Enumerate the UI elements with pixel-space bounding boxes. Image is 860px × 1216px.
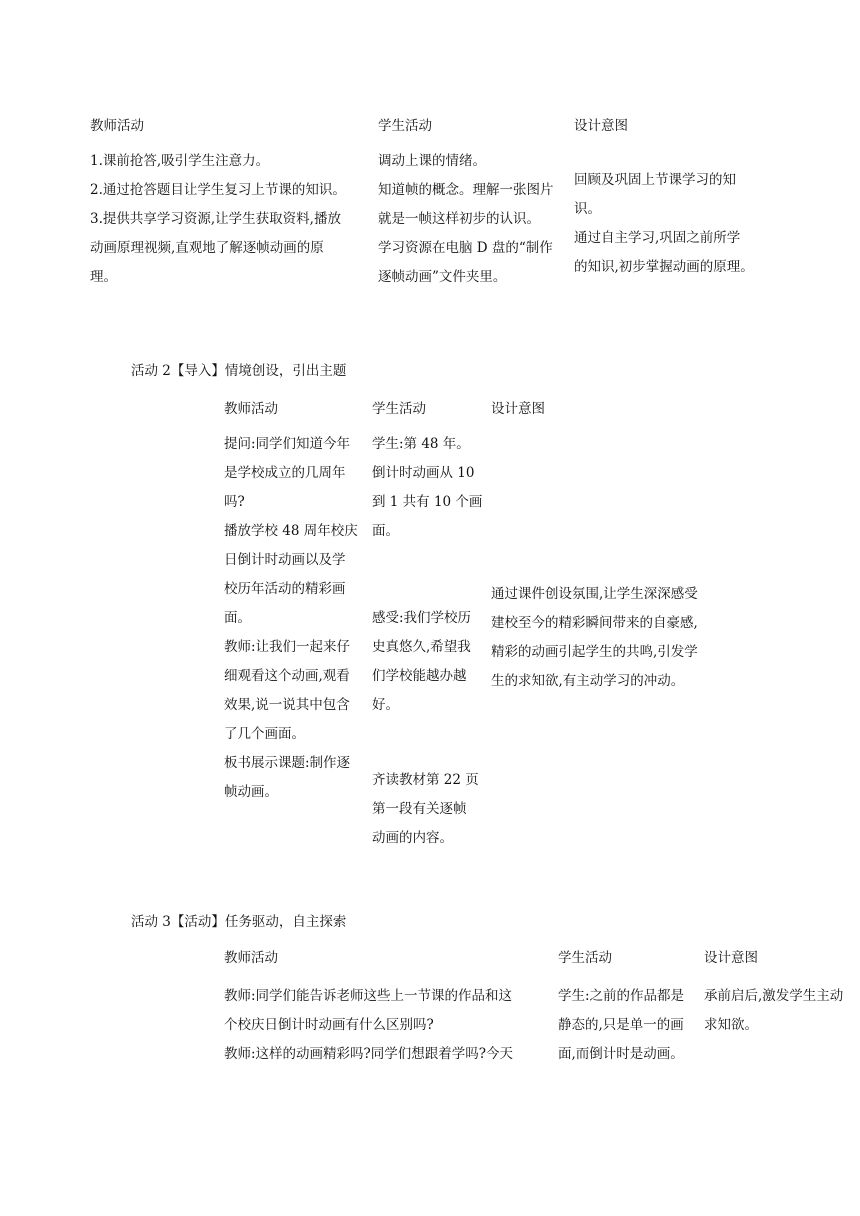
teacher-line: 教师:让我们一起来仔 bbox=[224, 639, 351, 655]
student-line: 逐帧动画”文件夹里。 bbox=[378, 269, 507, 285]
activity2-heading: 活动 2【导入】情境创设，引出主题 bbox=[131, 363, 347, 379]
activity3-teacher-column bbox=[224, 982, 513, 1069]
activity3-heading: 活动 3【活动】任务驱动，自主探索 bbox=[131, 914, 347, 930]
student-line: 动画的内容。 bbox=[372, 830, 453, 846]
teacher-line: 提问:同学们知道今年 bbox=[224, 436, 351, 452]
teacher-line: 细观看这个动画,观看 bbox=[224, 668, 350, 684]
teacher-line: 效果,说一说其中包含 bbox=[224, 697, 350, 713]
student-line: 们学校能越办越 bbox=[372, 668, 467, 684]
student-line: 静态的,只是单一的画 bbox=[558, 1017, 684, 1033]
intent-line: 识。 bbox=[574, 201, 601, 217]
table1-header-student: 学生活动 bbox=[378, 118, 432, 134]
teacher-line: 1.课前抢答,吸引学生注意力。 bbox=[90, 153, 270, 169]
student-line: 好。 bbox=[372, 697, 399, 713]
activity2-intent-column bbox=[491, 580, 698, 696]
teacher-line: 教师:这样的动画精彩吗?同学们想跟着学吗?今天 bbox=[224, 1046, 514, 1062]
activity2-teacher-column bbox=[224, 430, 358, 807]
student-line: 齐读教材第 22 页 bbox=[372, 772, 479, 788]
activity3-student-column bbox=[558, 982, 684, 1069]
activity2-header-student: 学生活动 bbox=[372, 401, 426, 417]
intent-line: 求知欲。 bbox=[704, 1017, 758, 1033]
teacher-line: 教师:同学们能告诉老师这些上一节课的作品和这 bbox=[224, 988, 513, 1004]
student-line: 就是一帧这样初步的认识。 bbox=[378, 211, 540, 227]
teacher-line: 校历年活动的精彩画 bbox=[224, 581, 346, 597]
teacher-line: 吗? bbox=[224, 494, 245, 510]
student-line: 学习资源在电脑 D 盘的“制作 bbox=[378, 240, 553, 256]
activity2-header-intent: 设计意图 bbox=[491, 401, 545, 417]
teacher-line: 2.通过抢答题目让学生复习上节课的知识。 bbox=[90, 182, 346, 198]
activity3-header-teacher: 教师活动 bbox=[224, 950, 278, 966]
teacher-line: 动画原理视频,直观地了解逐帧动画的原 bbox=[90, 240, 324, 256]
teacher-line: 是学校成立的几周年 bbox=[224, 465, 346, 481]
teacher-line: 面。 bbox=[224, 610, 251, 626]
student-line: 面,而倒计时是动画。 bbox=[558, 1046, 684, 1062]
table1-header-teacher: 教师活动 bbox=[90, 118, 144, 134]
teacher-line: 3.提供共享学习资源,让学生获取资料,播放 bbox=[90, 211, 341, 227]
student-line: 第一段有关逐帧 bbox=[372, 801, 467, 817]
table1-intent-column bbox=[574, 166, 754, 282]
intent-line: 通过课件创设氛围,让学生深深感受 bbox=[491, 586, 698, 602]
student-line: 史真悠久,希望我 bbox=[372, 639, 471, 655]
activity2-student-column-b bbox=[372, 604, 471, 720]
table1-student-column bbox=[378, 147, 554, 292]
intent-line: 的知识,初步掌握动画的原理。 bbox=[574, 259, 754, 275]
table1-header-intent: 设计意图 bbox=[574, 118, 628, 134]
activity3-header-student: 学生活动 bbox=[558, 950, 612, 966]
teacher-line: 理。 bbox=[90, 269, 117, 285]
student-line: 调动上课的情绪。 bbox=[378, 153, 486, 169]
student-line: 感受:我们学校历 bbox=[372, 610, 472, 626]
teacher-line: 帧动画。 bbox=[224, 784, 278, 800]
teacher-line: 播放学校 48 周年校庆 bbox=[224, 523, 358, 539]
teacher-line: 了几个画面。 bbox=[224, 726, 305, 742]
intent-line: 回顾及巩固上节课学习的知 bbox=[574, 172, 736, 188]
activity3-header-intent: 设计意图 bbox=[704, 950, 758, 966]
student-line: 到 1 共有 10 个画 bbox=[372, 494, 483, 510]
student-line: 学生:之前的作品都是 bbox=[558, 988, 685, 1004]
student-line: 知道帧的概念。理解一张图片 bbox=[378, 182, 554, 198]
activity2-student-column-a bbox=[372, 430, 482, 546]
teacher-line: 日倒计时动画以及学 bbox=[224, 552, 346, 568]
activity2-header-teacher: 教师活动 bbox=[224, 401, 278, 417]
intent-line: 通过自主学习,巩固之前所学 bbox=[574, 230, 741, 246]
student-line: 面。 bbox=[372, 523, 399, 539]
student-line: 学生:第 48 年。 bbox=[372, 436, 470, 452]
intent-line: 生的求知欲,有主动学习的冲动。 bbox=[491, 673, 685, 689]
intent-line: 建校至今的精彩瞬间带来的自豪感, bbox=[491, 615, 698, 631]
student-line: 倒计时动画从 10 bbox=[372, 465, 475, 481]
teacher-line: 板书展示课题:制作逐 bbox=[224, 755, 351, 771]
table1-teacher-column bbox=[90, 147, 346, 292]
activity2-student-column-c bbox=[372, 766, 479, 853]
intent-line: 精彩的动画引起学生的共鸣,引发学 bbox=[491, 644, 698, 660]
intent-line: 承前启后,激发学生主动 bbox=[704, 988, 844, 1004]
activity3-intent-column bbox=[704, 982, 860, 1040]
teacher-line: 个校庆日倒计时动画有什么区别吗? bbox=[224, 1017, 434, 1033]
